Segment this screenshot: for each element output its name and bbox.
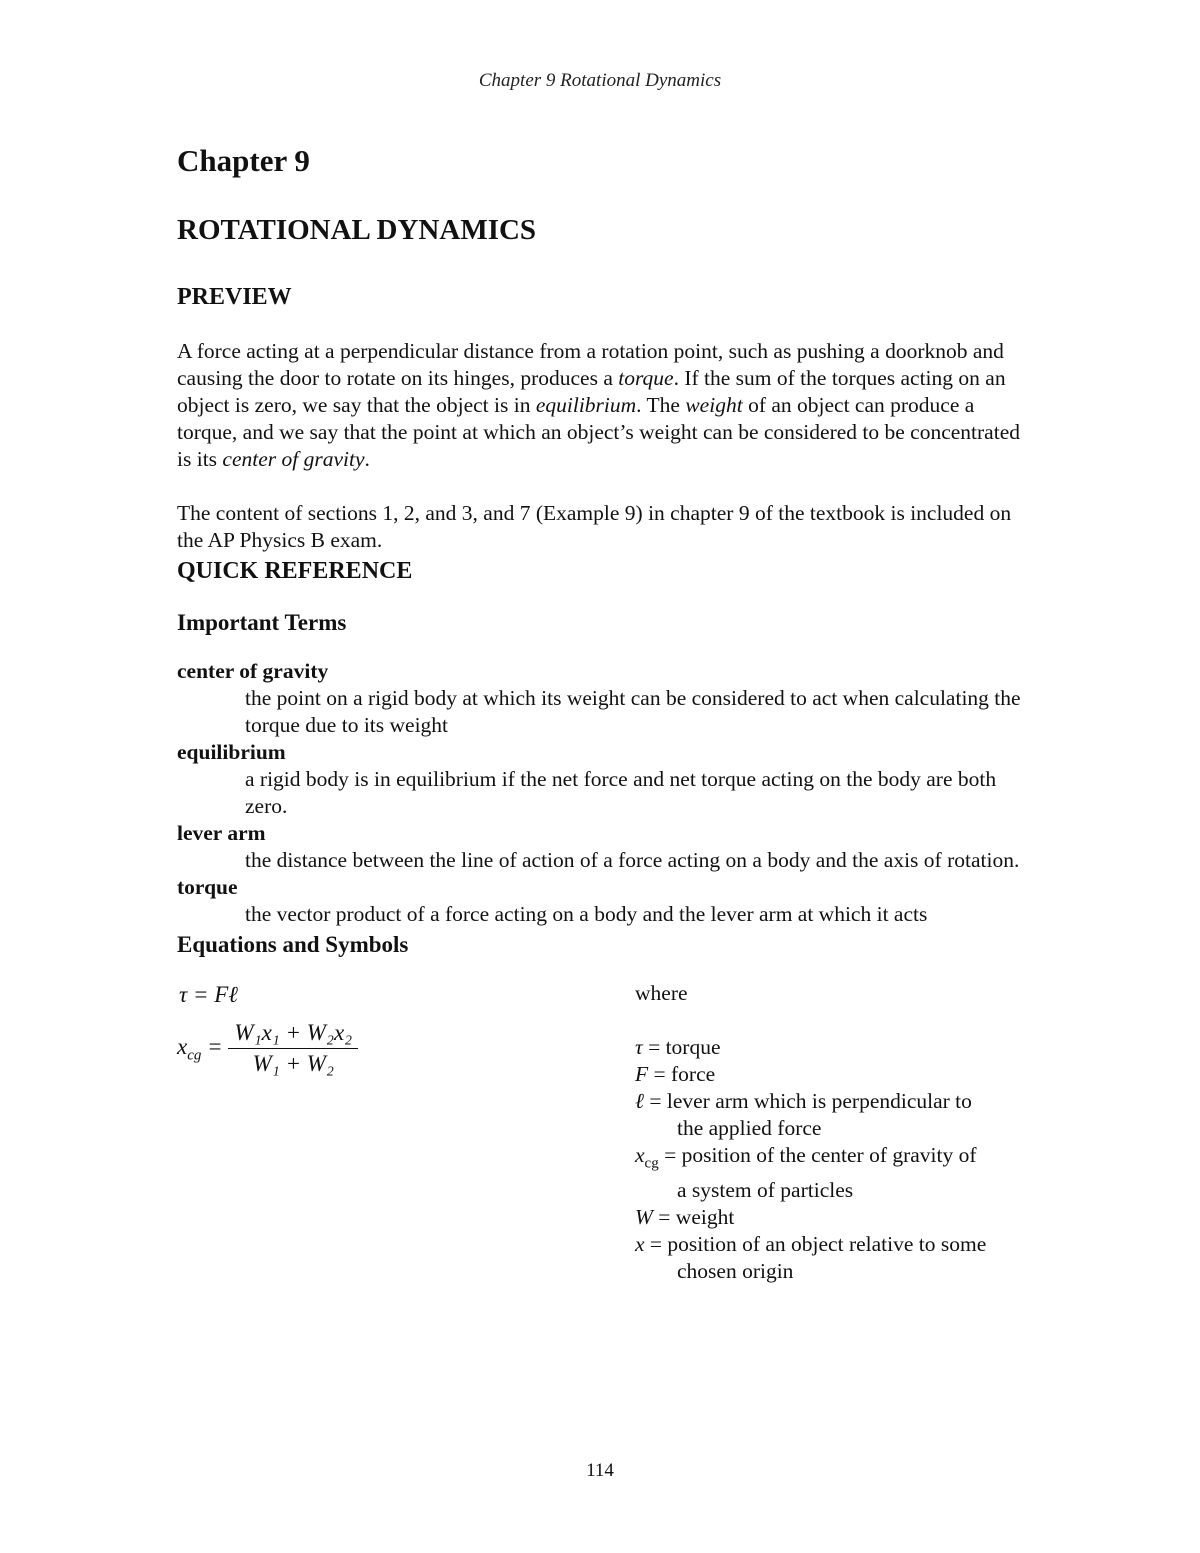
text-run: of an object can produce a torque, and we say that the point at which an object’s weight can be considered to be concentrated is its bbox=[177, 393, 1020, 471]
symbol-row bbox=[635, 1142, 1055, 1177]
text-run: A force acting at a perpendicular distance from a rotation point, such as pushing a doorknob and causing the door to rotate on its hinges, produces a bbox=[177, 339, 1004, 390]
symbol-description-cont: chosen origin bbox=[677, 1259, 794, 1284]
text-run: . The bbox=[636, 393, 686, 417]
symbol-description: = position of the center of gravity of bbox=[658, 1143, 977, 1167]
symbol-description: = weight bbox=[652, 1205, 735, 1230]
fraction-numerator: W₁x₁ + W₂x₂ bbox=[228, 1020, 358, 1049]
preview-heading: PREVIEW bbox=[177, 284, 292, 310]
symbol-row bbox=[635, 1034, 1055, 1061]
text-run: . If the sum of the torques acting on an object is zero, we say that the object is in bbox=[177, 366, 1006, 417]
emphasis-equilibrium: equilibrium bbox=[535, 393, 637, 417]
symbols-intro: where bbox=[635, 981, 688, 1005]
emphasis-torque: torque bbox=[618, 366, 674, 390]
symbol-description-cont: the applied force bbox=[677, 1116, 822, 1140]
text-run: . bbox=[364, 447, 370, 471]
term: lever arm bbox=[177, 821, 266, 845]
eq-equals: = bbox=[207, 1033, 223, 1059]
fraction-denominator: W₁ + W₂ bbox=[252, 1051, 334, 1076]
term: equilibrium bbox=[177, 740, 286, 764]
term-definition: a rigid body is in equilibrium if the net force and net torque acting on the body are both zero. bbox=[245, 767, 997, 818]
symbol-description: = position of an object relative to some bbox=[644, 1232, 987, 1257]
running-header: Chapter 9 Rotational Dynamics bbox=[478, 70, 722, 91]
term-definition: the vector product of a force acting on a body and the lever arm at which it acts bbox=[245, 902, 928, 926]
eq-lhs: x bbox=[177, 1033, 188, 1059]
symbol-row bbox=[635, 1204, 1055, 1231]
emphasis-center-of-gravity: center of gravity bbox=[222, 447, 365, 471]
quick-reference-heading: QUICK REFERENCE bbox=[177, 558, 413, 584]
term-definition: the point on a rigid body at which its weight can be considered to act when calculating the torque due to its weight bbox=[245, 686, 1021, 737]
exam-note-paragraph: The content of sections 1, 2, and 3, and 7 (Example 9) in chapter 9 of the textbook is included on the AP Physics B exam. bbox=[177, 501, 1012, 552]
preview-paragraph bbox=[177, 338, 1037, 500]
symbol: x bbox=[635, 1232, 645, 1257]
symbol: ℓ bbox=[635, 1089, 644, 1113]
chapter-title: ROTATIONAL DYNAMICS bbox=[177, 214, 537, 246]
symbol-description: = force bbox=[648, 1062, 716, 1086]
symbol-row bbox=[635, 1231, 1055, 1258]
important-terms-heading: Important Terms bbox=[177, 610, 347, 635]
eq-lhs-subscript: cg bbox=[187, 1047, 202, 1064]
emphasis-weight: weight bbox=[685, 393, 743, 417]
symbol-description-cont: a system of particles bbox=[677, 1178, 854, 1203]
equations-heading: Equations and Symbols bbox=[177, 932, 409, 957]
symbol-description: = torque bbox=[642, 1035, 721, 1059]
page-number: 114 bbox=[586, 1460, 614, 1481]
symbol-description: = lever arm which is perpendicular to bbox=[643, 1089, 972, 1113]
symbol-subscript: cg bbox=[644, 1155, 659, 1172]
term-definition: the distance between the line of action of a force acting on a body and the axis of rotation. bbox=[245, 848, 1020, 872]
symbols-column bbox=[635, 980, 1055, 1285]
center-of-gravity-equation bbox=[177, 1020, 358, 1077]
symbol-row bbox=[635, 1061, 1055, 1088]
term: center of gravity bbox=[177, 659, 329, 683]
terms-list bbox=[177, 658, 1037, 928]
symbol-row bbox=[635, 1088, 1055, 1115]
equations-area bbox=[177, 980, 1037, 1300]
torque-equation: τ = Fℓ bbox=[179, 982, 238, 1007]
page-content bbox=[177, 138, 1037, 1300]
symbol: x bbox=[635, 1143, 645, 1167]
symbol: F bbox=[635, 1062, 649, 1086]
chapter-label: Chapter 9 bbox=[177, 143, 310, 178]
fraction bbox=[228, 1020, 358, 1077]
symbol: W bbox=[635, 1205, 653, 1230]
symbol: τ bbox=[635, 1035, 643, 1059]
term: torque bbox=[177, 875, 238, 899]
